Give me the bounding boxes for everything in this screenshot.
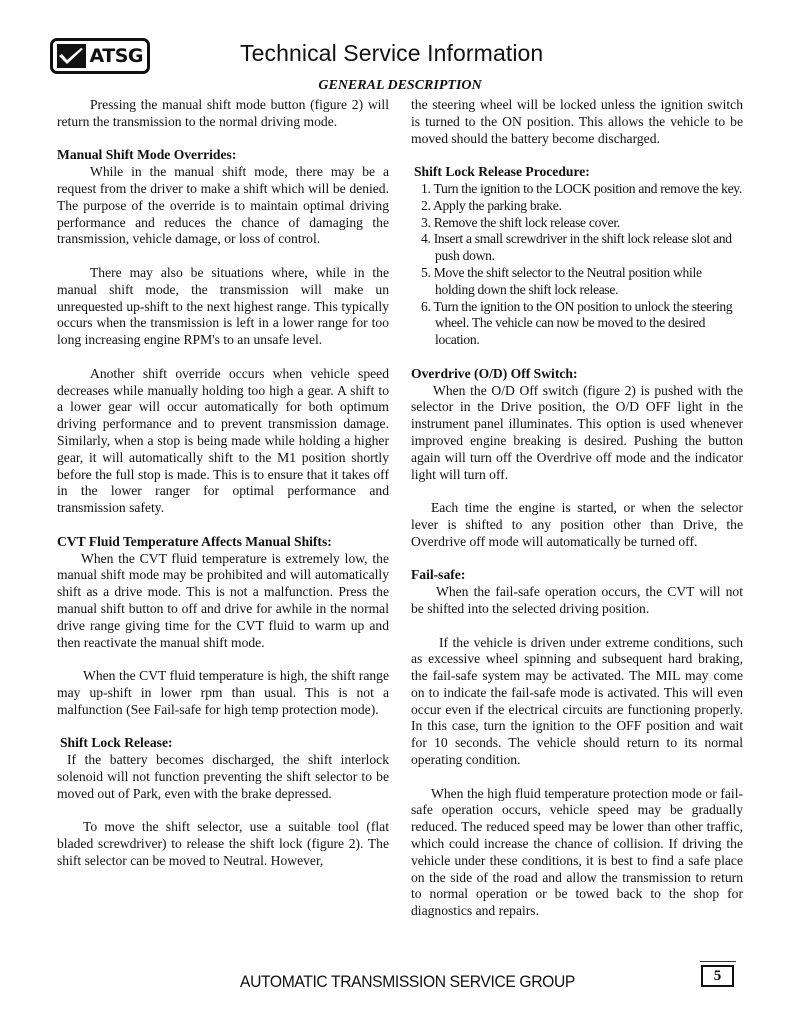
heading-cvt-fluid-temperature: CVT Fluid Temperature Affects Manual Shifts: (57, 533, 332, 549)
procedure-step: 4. Insert a small screwdriver in the shift lock release slot and push down. (421, 231, 732, 264)
heading-manual-shift-overrides: Manual Shift Mode Overrides: (57, 147, 237, 163)
paragraph: When the O/D Off switch (figure 2) is pushed with the selector in the Drive position, the O/D OFF light in the instrument panel illuminates. This option is used whenever improved engine breaking is desired. Pushing the button again will turn off the Overdrive off mode and the indicator light will turn off. (411, 382, 743, 482)
procedure-step: 2. Apply the parking brake. (421, 197, 562, 213)
heading-shift-lock-procedure: Shift Lock Release Procedure: (414, 164, 590, 180)
procedure-step: 6. Turn the ignition to the ON position to unlock the steering wheel. The vehicle can now be moved to the desired location. (421, 298, 733, 348)
paragraph: If the vehicle is driven under extreme conditions, such as excessive wheel spinning and subsequent hard braking, the fail-safe system may be activated. The MIL may come on to indicate the fail-safe mode is activated. This will even occur even if the electrical circuits are functioning properly. In this case, turn the ignition to the OFF position and wait for 10 seconds. The vehicle should return to its normal operating condition. (411, 634, 743, 768)
paragraph: To move the shift selector, use a suitable tool (flat bladed screwdriver) to release the shift lock (figure 2). The shift selector can be moved to Neutral. However, (57, 819, 389, 868)
page-number: 5 (701, 965, 734, 987)
checkmark-icon (57, 44, 86, 68)
procedure-steps (411, 181, 743, 349)
heading-shift-lock-release: Shift Lock Release: (60, 735, 173, 751)
paragraph: If the battery becomes discharged, the shift interlock solenoid will not function preventing the shift selector to be moved out of Park, even with the brake depressed. (57, 752, 389, 801)
paragraph: When the high fluid temperature protection mode or fail-safe operation occurs, vehicle speed may be gradually reduced. The reduced speed may be lower than other traffic, which could increase the chance of collision. If driving the vehicle under these conditions, it is best to find a safe place on the side of the road and allow the transmission to return to normal operation or be towed back to the shop for diagnostics and repairs. (411, 785, 743, 919)
footer-organization: AUTOMATIC TRANSMISSION SERVICE GROUP (240, 972, 575, 991)
section-title: GENERAL DESCRIPTION (318, 78, 482, 93)
paragraph: the steering wheel will be locked unless the ignition switch is turned to the ON position. This allows the vehicle to be moved should the battery become discharged. (411, 97, 743, 146)
page-header (0, 0, 800, 100)
heading-fail-safe: Fail-safe: (411, 567, 466, 583)
procedure-step: 3. Remove the shift lock release cover. (421, 214, 620, 230)
paragraph: When the CVT fluid temperature is extremely low, the manual shift mode may be prohibited and will automatically shift as a drive mode. This is not a malfunction. Press the manual shift button to off and drive for awhile in the normal drive range giving time for the CVT fluid to warm up and then reactivate the manual shift mode. (57, 550, 389, 650)
heading-overdrive-off-switch: Overdrive (O/D) Off Switch: (411, 365, 578, 381)
paragraph: When the CVT fluid temperature is high, the shift range may up-shift in lower rpm than usual. This is not a malfunction (See Fail-safe for high temp protection mode). (57, 668, 389, 717)
procedure-step: 5. Move the shift selector to the Neutral position while holding down the shift lock release. (421, 264, 702, 297)
paragraph: When the fail-safe operation occurs, the CVT will not be shifted into the selected driving position. (411, 584, 743, 616)
page-title: Technical Service Information (240, 40, 544, 66)
logo-text: ATSG (89, 44, 143, 67)
atsg-logo (50, 38, 150, 74)
paragraph: Another shift override occurs when vehicle speed decreases while manually holding too high a gear. A shift to a lower gear will occur automatically for both optimum driving performance and to prevent transmission damage. Similarly, when a stop is being made while holding a higher gear, it will automatically shift to the M1 position shortly before the full stop is made. This is to ensure that it takes off in the lower ranger for optimal performance and transmission safety. (57, 365, 389, 516)
paragraph: While in the manual shift mode, there may be a request from the driver to make a shift which will be denied. The purpose of the override is to maintain optimal driving performance and reduces the chance of damaging the transmission, vehicle damage, or loss of control. (57, 164, 389, 247)
footer-rule (700, 961, 736, 962)
left-column (57, 97, 389, 870)
procedure-step: 1. Turn the ignition to the LOCK position and remove the key. (421, 180, 743, 196)
paragraph: There may also be situations where, while in the manual shift mode, the transmission will make un unrequested up-shift to the next highest range. This typically occurs when the transmission is left in a lower range for too long increasing engine RPM's to an unsafe level. (57, 264, 389, 348)
right-column (411, 97, 743, 920)
intro-paragraph: Pressing the manual shift mode button (figure 2) will return the transmission to the normal driving mode. (57, 97, 389, 129)
paragraph: Each time the engine is started, or when the selector lever is shifted to any position other than Drive, the Overdrive off mode will automatically be turned off. (411, 500, 743, 549)
